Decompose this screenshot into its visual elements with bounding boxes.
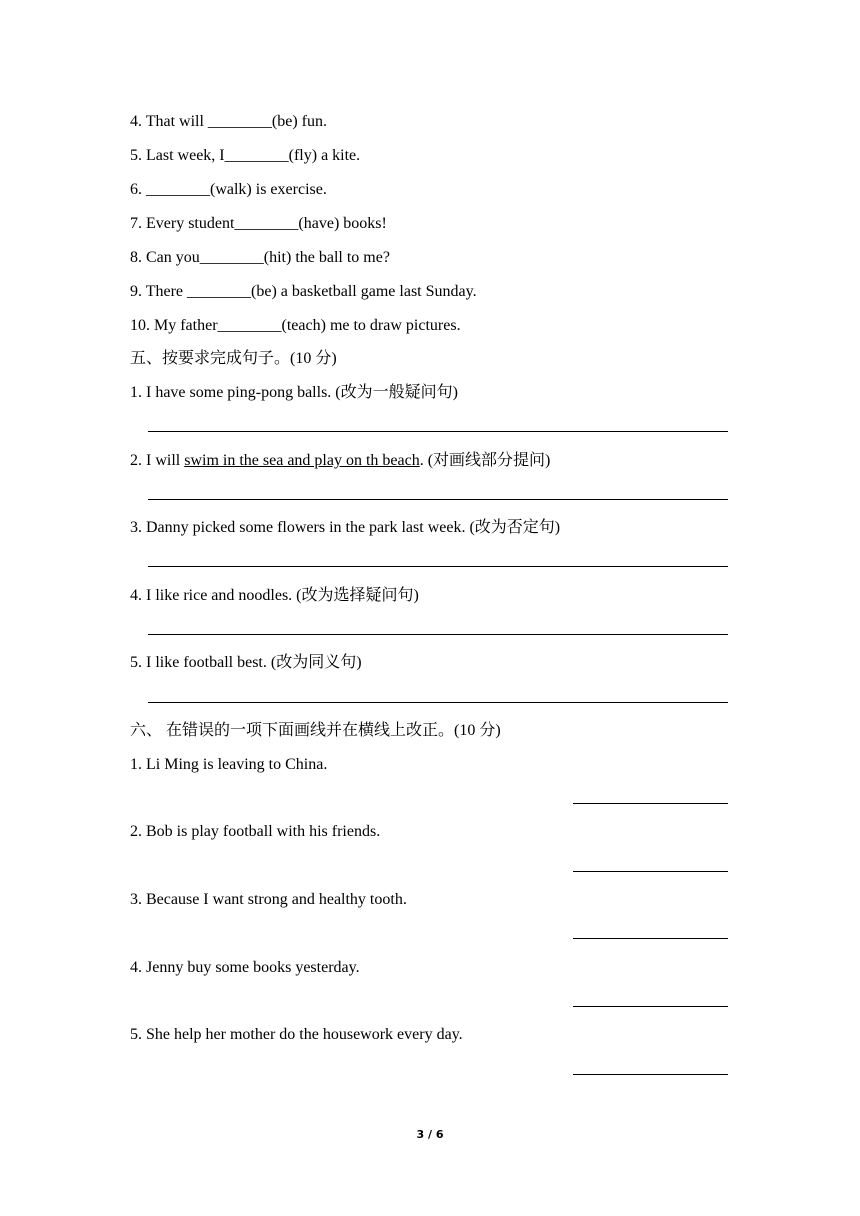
rewrite-question-2 [130,451,550,471]
section-6-heading: 六、 在错误的一项下面画线并在横线上改正。(10 分) [130,722,501,739]
q2-suffix: . (对画线部分提问) [419,452,551,469]
answer-line-1[interactable] [148,431,728,432]
error-item-3: 3. Because I want strong and healthy tooth. [130,891,407,908]
error-item-2: 2. Bob is play football with his friends. [130,823,381,840]
correction-line-3[interactable] [573,938,728,939]
answer-line-4[interactable] [148,634,728,635]
rewrite-question-3: 3. Danny picked some flowers in the park last week. (改为否定句) [130,519,561,536]
fill-blank-item-10: 10. My father________(teach) me to draw pictures. [130,317,461,334]
fill-blank-item-5: 5. Last week, I________(fly) a kite. [130,147,361,164]
error-item-4: 4. Jenny buy some books yesterday. [130,959,360,976]
page-number: 3 / 6 [416,1128,444,1141]
q2-prefix: 2. I will [130,452,185,469]
answer-line-2[interactable] [148,499,728,500]
correction-line-5[interactable] [573,1074,728,1075]
fill-blank-item-9: 9. There ________(be) a basketball game last Sunday. [130,283,477,300]
rewrite-question-1: 1. I have some ping-pong balls. (改为一般疑问句) [130,384,458,401]
correction-line-2[interactable] [573,871,728,872]
section-5-heading: 五、按要求完成句子。(10 分) [130,350,337,367]
fill-blank-item-4: 4. That will ________(be) fun. [130,113,328,130]
answer-line-5[interactable] [148,702,728,703]
rewrite-question-4: 4. I like rice and noodles. (改为选择疑问句) [130,587,419,604]
correction-line-4[interactable] [573,1006,728,1007]
fill-blank-item-8: 8. Can you________(hit) the ball to me? [130,249,390,266]
fill-blank-item-6: 6. ________(walk) is exercise. [130,181,327,198]
error-item-5: 5. She help her mother do the housework every day. [130,1026,463,1043]
answer-line-3[interactable] [148,566,728,567]
fill-blank-item-7: 7. Every student________(have) books! [130,215,387,232]
rewrite-question-5: 5. I like football best. (改为同义句) [130,654,362,671]
q2-underlined-phrase: swim in the sea and play on th beach [184,452,420,469]
error-item-1: 1. Li Ming is leaving to China. [130,756,328,773]
correction-line-1[interactable] [573,803,728,804]
